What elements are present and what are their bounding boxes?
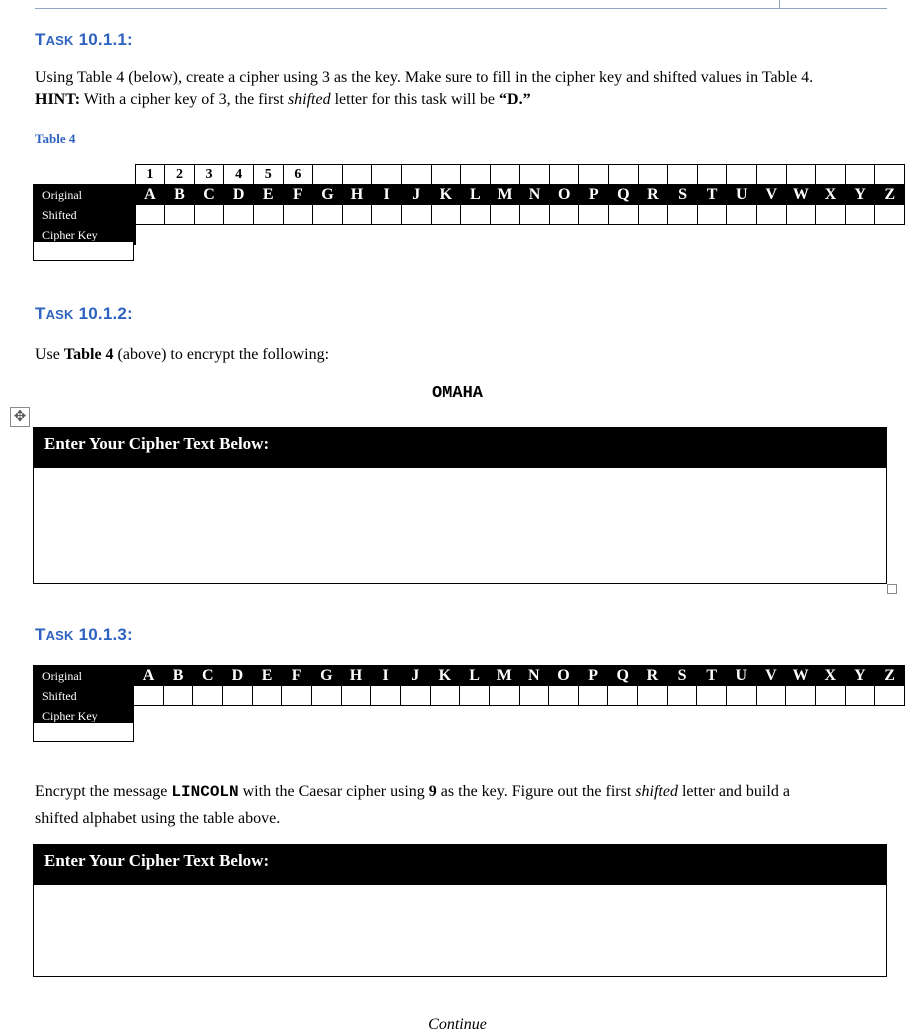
original-letter-cell: S [668, 185, 698, 205]
shifted-letter-cell[interactable] [400, 686, 430, 706]
task-10-1-2-instructions: Use Table 4 (above) to encrypt the following: [35, 346, 330, 363]
original-letter-cell: X [815, 666, 845, 686]
number-cell[interactable] [668, 165, 698, 185]
original-letter-cell: R [638, 185, 668, 205]
number-cell[interactable]: 4 [224, 165, 254, 185]
answer-header-2: Enter Your Cipher Text Below: [34, 845, 886, 885]
shifted-letter-cell[interactable] [667, 686, 697, 706]
shifted-label: Shifted [34, 205, 136, 225]
original-letter-cell: J [401, 185, 431, 205]
shifted-letter-cell[interactable] [430, 686, 460, 706]
original-letter-cell: B [163, 666, 193, 686]
original-letter-cell: H [342, 185, 372, 205]
shifted-letter-cell[interactable] [371, 686, 401, 706]
shifted-letter-cell[interactable] [134, 686, 164, 706]
original-letter-cell: E [252, 666, 282, 686]
cipher-key-row-spacer [134, 706, 905, 726]
shifted-letter-cell[interactable] [341, 686, 371, 706]
resize-icon[interactable] [887, 584, 897, 594]
shifted-letter-cell[interactable] [549, 686, 579, 706]
shifted-letter-cell[interactable] [461, 205, 491, 225]
shifted-letter-cell[interactable] [608, 686, 638, 706]
shifted-letter-cell[interactable] [135, 205, 165, 225]
original-letter-cell: E [253, 185, 283, 205]
cipher-key-row [34, 225, 905, 245]
cipher-answer-box-2 [33, 844, 887, 977]
shifted-letter-cell[interactable] [579, 205, 609, 225]
original-letter-cell: O [549, 185, 579, 205]
original-letter-cell: C [194, 185, 224, 205]
shifted-row [34, 686, 905, 706]
original-letter-cell: W [786, 666, 816, 686]
number-cell[interactable] [579, 165, 609, 185]
original-label: Original [34, 185, 136, 205]
original-letter-cell: K [430, 666, 460, 686]
table-4-caption: Table 4 [35, 131, 76, 146]
shifted-letter-cell[interactable] [401, 205, 431, 225]
cipher-key-label: Cipher Key [34, 706, 134, 726]
number-cell[interactable] [461, 165, 491, 185]
original-letter-cell: R [638, 666, 668, 686]
original-label: Original [34, 666, 134, 686]
shifted-letter-cell[interactable] [697, 205, 727, 225]
shifted-letter-cell[interactable] [726, 686, 756, 706]
original-letter-cell: W [786, 185, 816, 205]
number-row-spacer [34, 165, 136, 185]
original-letter-cell: A [134, 666, 164, 686]
shifted-letter-cell[interactable] [489, 686, 519, 706]
shifted-letter-cell[interactable] [460, 686, 490, 706]
original-letter-cell: F [283, 185, 313, 205]
number-cell[interactable] [697, 165, 727, 185]
original-letter-cell: V [756, 666, 786, 686]
original-letter-cell: N [519, 666, 549, 686]
original-letter-cell: N [520, 185, 550, 205]
original-letter-cell: M [489, 666, 519, 686]
shifted-letter-cell[interactable] [549, 205, 579, 225]
number-cell[interactable] [520, 165, 550, 185]
number-cell[interactable] [342, 165, 372, 185]
number-cell[interactable] [757, 165, 787, 185]
original-letter-cell: U [727, 185, 757, 205]
top-divider-tick [779, 0, 780, 9]
shifted-letter-cell[interactable] [252, 686, 282, 706]
shifted-letter-cell[interactable] [520, 205, 550, 225]
shifted-letter-cell[interactable] [194, 205, 224, 225]
original-letter-cell: I [372, 185, 402, 205]
original-letter-cell: B [165, 185, 195, 205]
original-letter-cell: C [193, 666, 223, 686]
number-cell[interactable] [786, 165, 816, 185]
answer-header-1: Enter Your Cipher Text Below: [34, 428, 886, 468]
cipher-key-input-box-2[interactable] [33, 722, 134, 742]
number-cell[interactable] [401, 165, 431, 185]
shifted-letter-cell[interactable] [283, 205, 313, 225]
cipher-key-row [34, 706, 905, 726]
number-cell[interactable]: 2 [165, 165, 195, 185]
top-divider [35, 8, 887, 9]
cipher-key-label: Cipher Key [34, 225, 136, 245]
shifted-letter-cell[interactable] [786, 686, 816, 706]
shifted-letter-cell[interactable] [163, 686, 193, 706]
shifted-letter-cell[interactable] [845, 205, 875, 225]
original-letter-cell: J [400, 666, 430, 686]
original-letter-cell: T [697, 666, 727, 686]
shifted-letter-cell[interactable] [638, 686, 668, 706]
shifted-letter-cell[interactable] [223, 686, 253, 706]
original-letter-cell: Z [875, 185, 905, 205]
original-letter-cell: K [431, 185, 461, 205]
original-letter-cell: P [578, 666, 608, 686]
shifted-letter-cell[interactable] [609, 205, 639, 225]
shifted-letter-cell[interactable] [697, 686, 727, 706]
number-cell[interactable] [875, 165, 905, 185]
number-cell[interactable] [313, 165, 343, 185]
original-letter-cell: L [460, 666, 490, 686]
original-letter-cell: X [816, 185, 846, 205]
original-letter-cell: V [757, 185, 787, 205]
original-letter-cell: H [341, 666, 371, 686]
shifted-letter-cell[interactable] [312, 686, 342, 706]
original-row [34, 666, 905, 686]
task-10-1-1-instructions: Using Table 4 (below), create a cipher using 3 as the key. Make sure to fill in the cipher key and shifted values in Table 4. HINT: With a cipher key of 3, the first shifted letter for this task will be “D.” [35, 69, 814, 108]
original-letter-cell: P [579, 185, 609, 205]
original-letter-cell: I [371, 666, 401, 686]
shifted-letter-cell[interactable] [875, 205, 905, 225]
shifted-letter-cell[interactable] [193, 686, 223, 706]
original-letter-cell: T [697, 185, 727, 205]
number-cell[interactable]: 1 [135, 165, 165, 185]
plaintext-word: OMAHA [431, 384, 483, 403]
shifted-row [34, 205, 905, 225]
original-letter-cell: U [726, 666, 756, 686]
shifted-letter-cell[interactable] [727, 205, 757, 225]
shifted-letter-cell[interactable] [816, 205, 846, 225]
original-letter-cell: D [224, 185, 254, 205]
task-10-1-1-heading: TASK 10.1.1: [35, 30, 133, 49]
number-cell[interactable] [638, 165, 668, 185]
original-letter-cell: F [282, 666, 312, 686]
original-letter-cell: Y [845, 666, 875, 686]
number-cell[interactable]: 5 [253, 165, 283, 185]
number-row [34, 165, 905, 185]
original-letter-cell: O [549, 666, 579, 686]
original-letter-cell: Y [845, 185, 875, 205]
move-icon[interactable]: ✥ [10, 407, 30, 427]
cipher-key-row-spacer [135, 225, 904, 245]
original-letter-cell: M [490, 185, 520, 205]
original-letter-cell: A [135, 185, 165, 205]
cipher-text-input-1[interactable] [34, 468, 886, 583]
shifted-label: Shifted [34, 686, 134, 706]
shifted-letter-cell[interactable] [372, 205, 402, 225]
original-letter-cell: G [313, 185, 343, 205]
shifted-letter-cell[interactable] [875, 686, 905, 706]
task-10-1-3-instructions: Encrypt the message LINCOLN with the Caesar cipher using 9 as the key. Figure out the first shifted letter and build a shifted alphabet using the table above. [35, 783, 790, 827]
shifted-letter-cell[interactable] [253, 205, 283, 225]
number-cell[interactable]: 6 [283, 165, 313, 185]
shifted-letter-cell[interactable] [282, 686, 312, 706]
shifted-letter-cell[interactable] [815, 686, 845, 706]
number-cell[interactable] [816, 165, 846, 185]
shifted-letter-cell[interactable] [756, 686, 786, 706]
shifted-letter-cell[interactable] [313, 205, 343, 225]
original-letter-cell: S [667, 666, 697, 686]
original-letter-cell: Q [609, 185, 639, 205]
cipher-key-input-box-1[interactable] [33, 241, 134, 261]
original-row [34, 185, 905, 205]
number-cell[interactable] [845, 165, 875, 185]
shifted-letter-cell[interactable] [490, 205, 520, 225]
shifted-letter-cell[interactable] [638, 205, 668, 225]
number-cell[interactable] [549, 165, 579, 185]
original-letter-cell: L [461, 185, 491, 205]
shifted-letter-cell[interactable] [224, 205, 254, 225]
shifted-letter-cell[interactable] [845, 686, 875, 706]
shifted-letter-cell[interactable] [668, 205, 698, 225]
shifted-letter-cell[interactable] [342, 205, 372, 225]
shifted-letter-cell[interactable] [757, 205, 787, 225]
number-cell[interactable] [727, 165, 757, 185]
cipher-answer-box-1 [33, 427, 887, 584]
task-10-1-3-table [33, 665, 905, 726]
number-cell[interactable] [490, 165, 520, 185]
number-cell[interactable] [609, 165, 639, 185]
original-letter-cell: G [312, 666, 342, 686]
number-cell[interactable]: 3 [194, 165, 224, 185]
original-letter-cell: D [223, 666, 253, 686]
task-10-1-3-heading: TASK 10.1.3: [35, 625, 133, 644]
shifted-letter-cell[interactable] [431, 205, 461, 225]
table-4 [33, 164, 905, 245]
number-cell[interactable] [431, 165, 461, 185]
shifted-letter-cell[interactable] [786, 205, 816, 225]
original-letter-cell: Z [875, 666, 905, 686]
shifted-letter-cell[interactable] [578, 686, 608, 706]
shifted-letter-cell[interactable] [165, 205, 195, 225]
cipher-text-input-2[interactable] [34, 885, 886, 976]
number-cell[interactable] [372, 165, 402, 185]
original-letter-cell: Q [608, 666, 638, 686]
footer-continue: Continue [428, 1016, 487, 1033]
shifted-letter-cell[interactable] [519, 686, 549, 706]
task-10-1-2-heading: TASK 10.1.2: [35, 304, 133, 323]
